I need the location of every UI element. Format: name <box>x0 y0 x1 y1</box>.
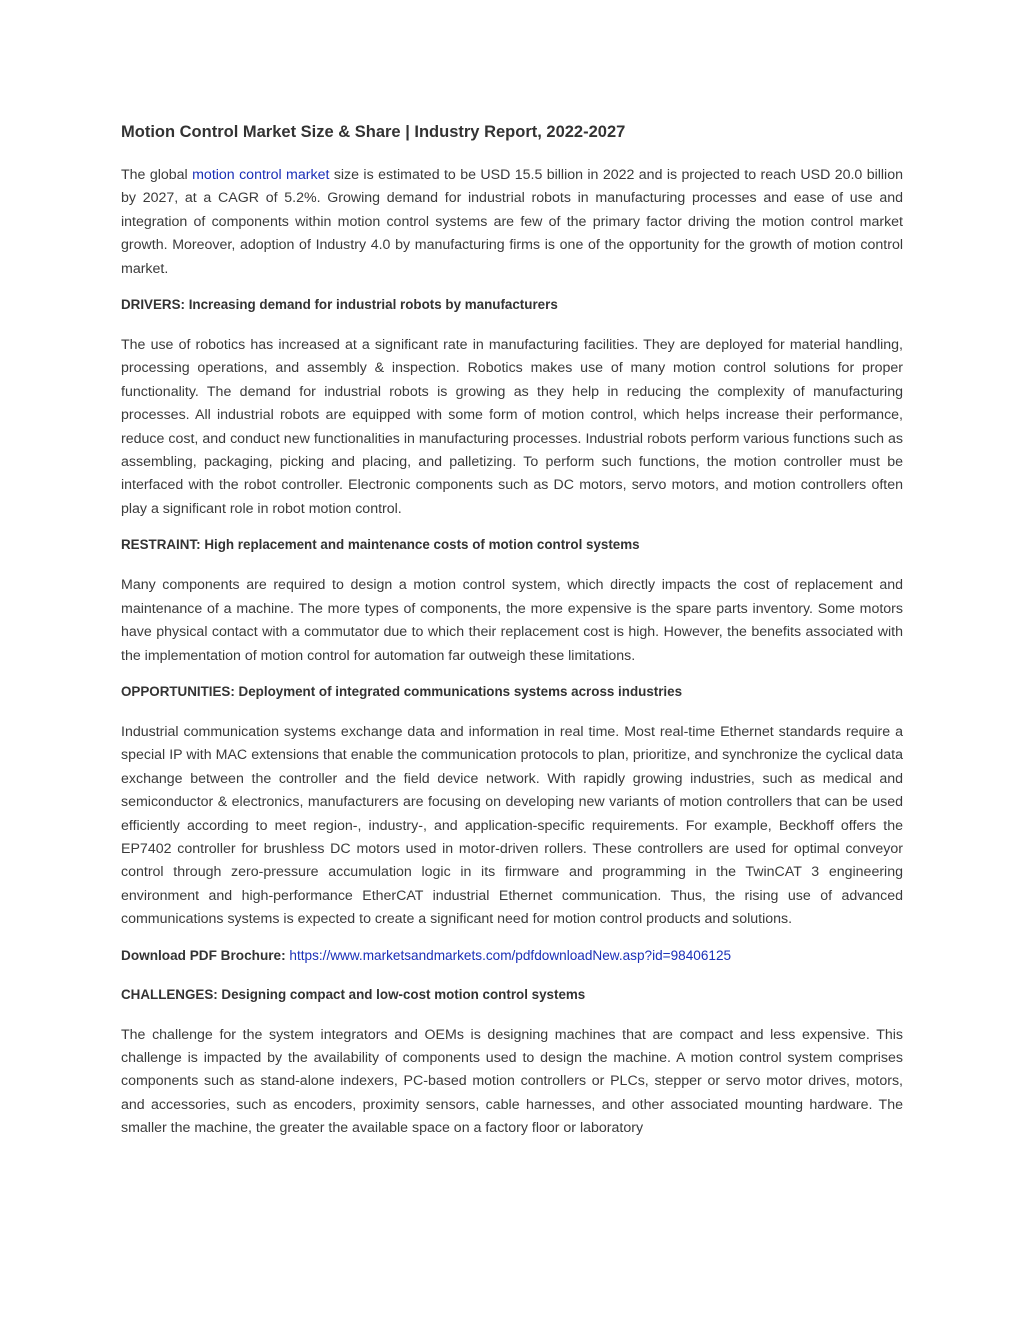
document-page <box>121 121 903 1141</box>
motion-control-market-link[interactable]: motion control market <box>192 167 330 183</box>
pdf-brochure-label: Download PDF Brochure: <box>121 947 286 963</box>
drivers-paragraph: The use of robotics has increased at a significant rate in manufacturing facilities. They are deployed for material handling, processing operations, and assembly & inspection. Robotics makes use of many motion control solutions for proper functionality. The demand for industrial robots is growing as they help in reducing the complexity of manufacturing processes. All industrial robots are equipped with some form of motion control, which helps increase their performance, reduce cost, and conduct new functionalities in manufacturing processes. Industrial robots perform various functions such as assembling, packaging, picking and placing, and palletizing. To perform such functions, the motion controller must be interfaced with the robot controller. Electronic components such as DC motors, servo motors, and motion controllers often play a significant role in robot motion control. <box>121 337 903 517</box>
restraint-paragraph: Many components are required to design a motion control system, which directly impacts the cost of replacement and maintenance of a machine. The more types of components, the more expensive is the spare parts inventory. Some motors have physical contact with a commutator due to which their replacement cost is high. However, the benefits associated with the implementation of motion control for automation far outweigh these limitations. <box>121 577 903 664</box>
pdf-brochure-link[interactable]: https://www.marketsandmarkets.com/pdfdownloadNew.asp?id=98406125 <box>289 947 732 963</box>
challenges-heading: CHALLENGES: Designing compact and low-cost motion control systems <box>121 986 586 1002</box>
drivers-heading: DRIVERS: Increasing demand for industrial robots by manufacturers <box>121 297 558 313</box>
pdf-brochure-line <box>121 946 903 966</box>
intro-text-rest: size is estimated to be USD 15.5 billion in 2022 and is projected to reach USD 20.0 billion by 2027, at a CAGR of 5.2%. Growing demand for industrial robots in manufacturing processes and ease of use and integration of components within motion control systems are few of the primary factor driving the motion control market growth. Moreover, adoption of Industry 4.0 by manufacturing firms is one of the opportunity for the growth of motion control market. <box>121 167 903 277</box>
intro-text-start: The global <box>121 167 193 183</box>
restraint-heading: RESTRAINT: High replacement and maintenance costs of motion control systems <box>121 537 640 553</box>
intro-paragraph <box>121 164 903 281</box>
challenges-paragraph: The challenge for the system integrators and OEMs is designing machines that are compact and less expensive. This challenge is impacted by the availability of components used to design the machine. A motion control system comprises components such as stand-alone indexers, PC-based motion controllers or PLCs, stepper or servo motor drives, motors, and accessories, such as encoders, proximity sensors, cable harnesses, and other associated mounting hardware. The smaller the machine, the greater the available space on a factory floor or laboratory <box>121 1026 903 1137</box>
opportunities-heading: OPPORTUNITIES: Deployment of integrated communications systems across industries <box>121 683 683 699</box>
opportunities-paragraph: Industrial communication systems exchange data and information in real time. Most real-time Ethernet standards require a special IP with MAC extensions that enable the communication protocols to plan, prioritize, and synchronize the cyclical data exchange between the controller and the field device network. With rapidly growing industries, such as medical and semiconductor & electronics, manufacturers are focusing on developing new variants of motion controllers that can be used efficiently according to meet region-, industry-, and application-specific requirements. For example, Beckhoff offers the EP7402 controller for brushless DC motors used in motor-driven rollers. These controllers are used for optimal conveyor control through zero-pressure accumulation logic in its firmware and programming in the TwinCAT 3 engineering environment and high-performance EtherCAT industrial Ethernet communication. Thus, the rising use of advanced communications systems is expected to create a significant need for motion control products and solutions. <box>121 723 903 928</box>
document-title: Motion Control Market Size & Share | Industry Report, 2022-2027 <box>121 123 626 141</box>
